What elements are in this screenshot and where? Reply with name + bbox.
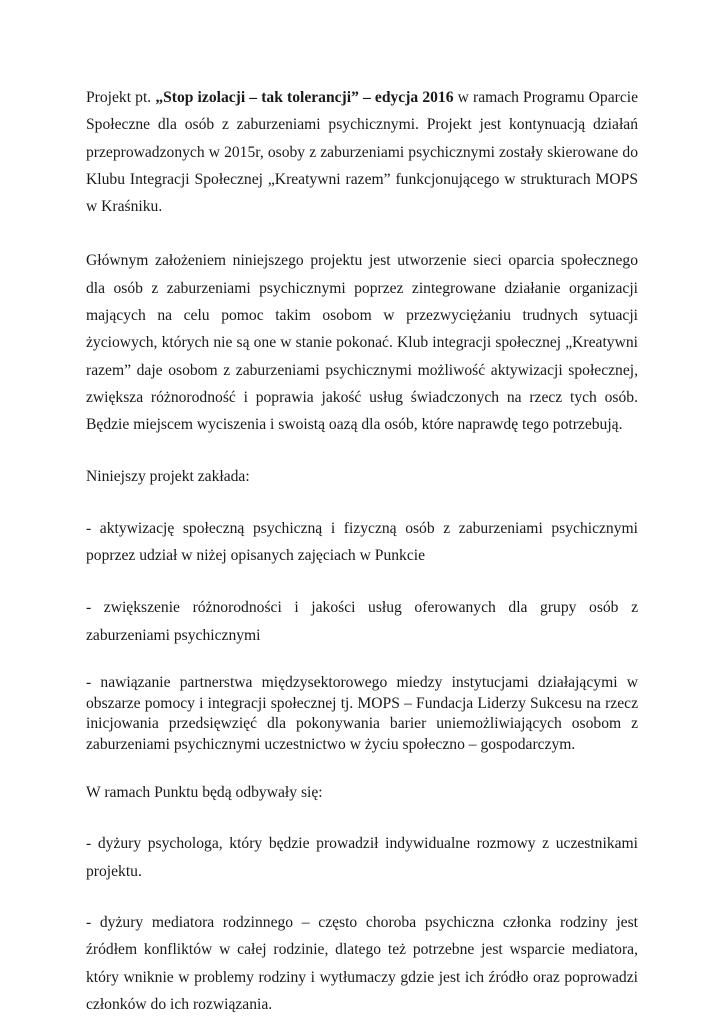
intro-prefix: Projekt pt. xyxy=(86,89,156,106)
list-item-mediator: - dyżury mediatora rodzinnego – często choroba psychiczna członka rodziny jest źródłem konfliktów w całej rodzinie, dlatego też potrzebne jest wsparcie mediatora, który wniknie w problemy rodziny i wytłumaczy gdzie jest ich źródło oraz poprowadzi członków do ich rozwiązania. xyxy=(86,913,638,1013)
list-item-partnership: - nawiązanie partnerstwa międzysektorowego miedzy instytucjami działającymi w obszarze pomocy i integracji społecznej tj. MOPS – Fundacja Liderzy Sukcesu na rzecz inicjowania przedsięwzięć dla pokonywania barier uniemożliwiających osobom z zaburzeniami psychicznymi uczestnictwo w życiu społeczno – gospodarczym. xyxy=(86,674,638,753)
paragraph-main-goal: Głównym założeniem niniejszego projektu jest utworzenie sieci oparcia społecznego dla osób z zaburzeniami psychicznymi poprzez zintegrowane działanie organizacji mających na celu pomoc takim osobom w przezwyciężaniu trudnych sytuacji życiowych, których nie są one w stanie pokonać. Klub integracji społecznej „Kreatywni razem” daje osobom z zaburzeniami psychicznymi możliwość aktywizacji społecznej, zwiększa różnorodność i poprawia jakość usług świadczonych na rzecz tych osób. Będzie miejscem wyciszenia i swoistą oazą dla osób, które naprawdę tego potrzebują. xyxy=(86,252,638,434)
list-item-diversity: - zwiększenie różnorodności i jakości usług oferowanych dla grupy osób z zaburzeniami psychicznymi xyxy=(86,599,638,644)
project-title: „Stop izolacji – tak tolerancji” – edycja 2016 xyxy=(155,89,454,106)
paragraph-assumptions-heading: Niniejszy projekt zakłada: xyxy=(86,467,250,485)
intro-rest: w ramach Programu Oparcie Społeczne dla osób z zaburzeniami psychicznymi. Projekt jest kontynuacją działań przeprowadzonych w 2015r, osoby z zaburzeniami psychicznymi zostały skierowane do Klubu Integracji Społecznej „Kreatywni razem” funkcjonującego w strukturach MOPS w Kraśniku. xyxy=(86,89,638,216)
paragraph-project-intro xyxy=(86,84,638,220)
list-item-psychologist: - dyżury psychologa, który będzie prowadził indywidualne rozmowy z uczestnikami projektu. xyxy=(86,835,638,880)
document-page xyxy=(86,84,638,1018)
paragraph-activities-heading: W ramach Punktu będą odbywały się: xyxy=(86,784,323,802)
list-item-activation: - aktywizację społeczną psychiczną i fizyczną osób z zaburzeniami psychicznymi poprzez udział w niżej opisanych zajęciach w Punkcie xyxy=(86,519,638,565)
